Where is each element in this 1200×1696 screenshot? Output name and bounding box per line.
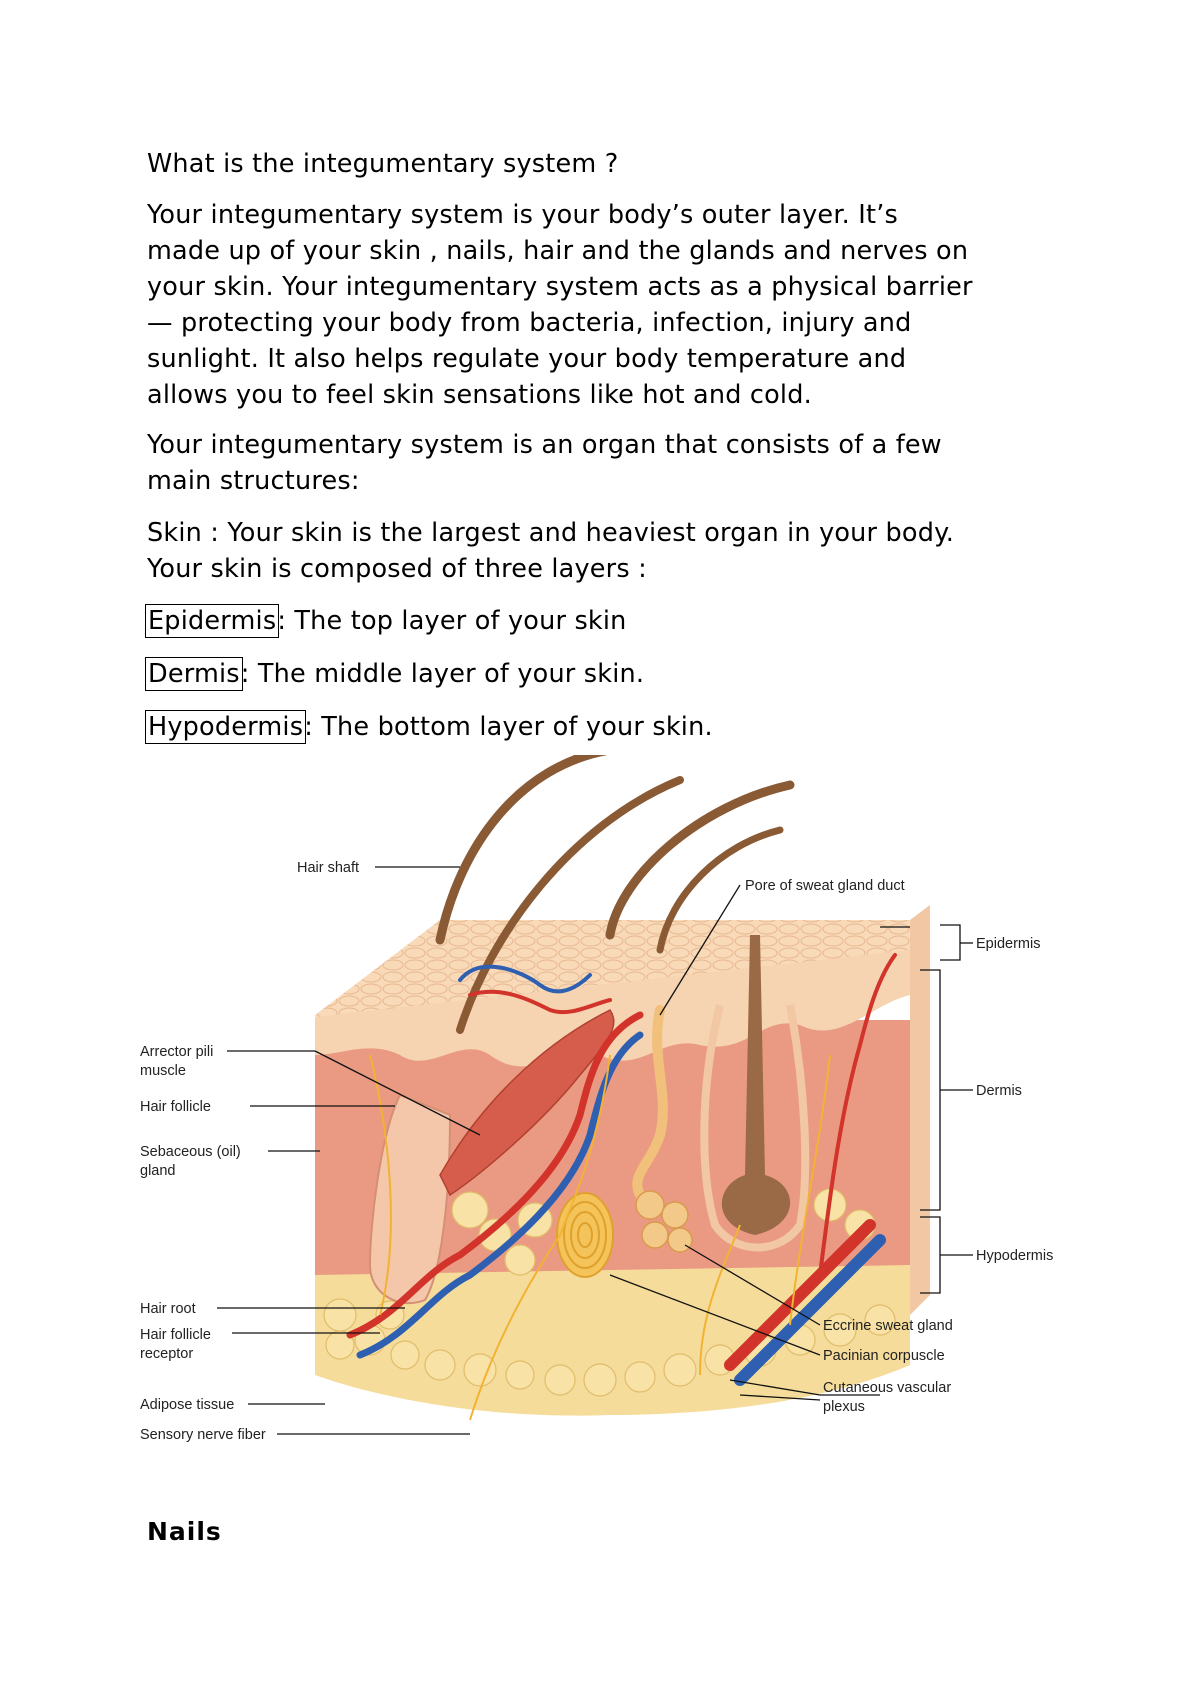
paragraph-line: main structures: [147,466,360,496]
label-adipose-tissue: Adipose tissue [140,1397,235,1413]
nails-heading-text: Nails [147,1517,222,1546]
label-epidermis: Epidermis [976,936,1041,952]
paragraph-line: made up of your skin , nails, hair and the glands and nerves on [147,236,969,266]
label-hair-root: Hair root [140,1301,196,1317]
label-hair-follicle: Hair follicle [140,1099,211,1115]
layer-description: : The top layer of your skin [277,606,627,636]
layer-term: Epidermis [148,606,277,636]
hair-shaft [610,785,790,935]
paragraph-line: Skin : Your skin is the largest and heaviest organ in your body. [147,518,955,548]
layer-epidermis [147,603,1067,639]
label-sebaceous: Sebaceous (oil) [140,1144,241,1160]
label-cutaneous-vascular: Cutaneous vascular [823,1380,952,1396]
label-plexus: plexus [823,1399,865,1415]
intro-paragraph [147,197,1067,413]
hair-shaft [440,755,610,940]
paragraph-line: your skin. Your integumentary system acts as a physical barrier [147,272,973,302]
layer-term: Dermis [148,659,240,689]
skin-cross-section-diagram [140,755,1080,1475]
paragraph-line: allows you to feel skin sensations like hot and cold. [147,380,812,410]
pacinian-corpuscle [557,1193,613,1277]
layer-description: : The middle layer of your skin. [240,659,645,689]
label-pacinian-corpuscle: Pacinian corpuscle [823,1348,945,1364]
paragraph-line: — protecting your body from bacteria, infection, injury and [147,308,912,338]
side-face [910,905,930,1315]
label-hypodermis: Hypodermis [976,1248,1054,1264]
label-hair-follicle-receptor: Hair follicle [140,1327,211,1343]
paragraph-line: Your integumentary system is your body’s outer layer. It’s [147,200,898,230]
label-dermis: Dermis [976,1083,1022,1099]
question-heading [147,146,1067,182]
skin-paragraph [147,515,1067,587]
label-arrector-pili: Arrector pili [140,1044,214,1060]
paragraph-line: Your skin is composed of three layers : [147,554,647,584]
layer-term: Hypodermis [148,712,304,742]
structures-paragraph [147,427,1067,499]
question-text: What is the integumentary system ? [147,149,619,179]
nails-heading [147,1514,1067,1550]
layer-hypodermis [147,709,1067,745]
label-hair-follicle-receptor-2: receptor [140,1346,194,1362]
paragraph-line: Your integumentary system is an organ that consists of a few [147,430,942,460]
layer-dermis [147,656,1067,692]
paragraph-line: sunlight. It also helps regulate your body temperature and [147,344,907,374]
label-eccrine-sweat-gland: Eccrine sweat gland [823,1318,953,1334]
label-pore: Pore of sweat gland duct [745,878,905,894]
label-sebaceous-gland: gland [140,1163,176,1179]
label-arrector-pili-muscle: muscle [140,1063,186,1079]
label-hair-shaft: Hair shaft [297,860,360,876]
label-sensory-nerve-fiber: Sensory nerve fiber [140,1427,266,1443]
layer-description: : The bottom layer of your skin. [304,712,713,742]
